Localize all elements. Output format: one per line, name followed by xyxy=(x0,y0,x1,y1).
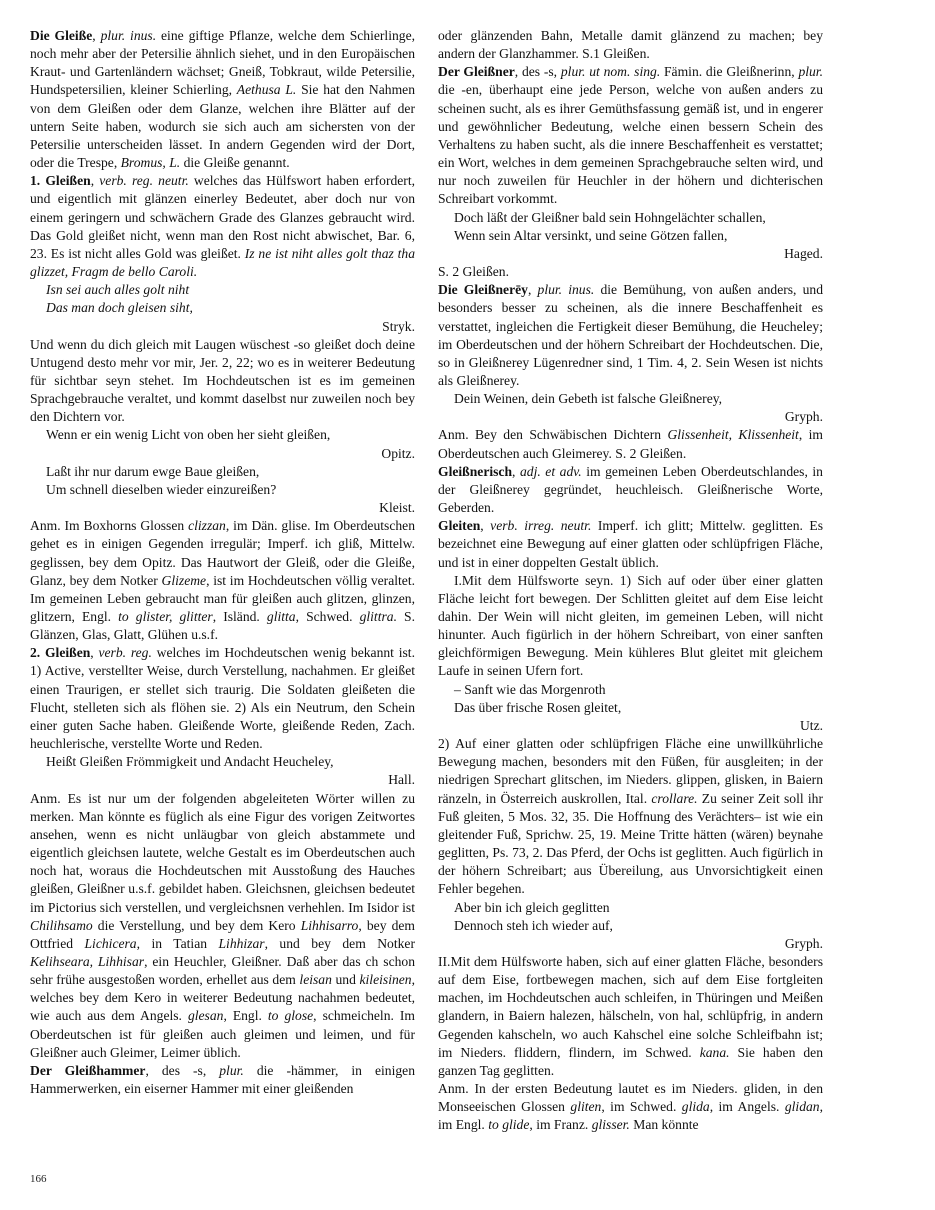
right-column xyxy=(438,27,823,1135)
author-attribution: Haged. xyxy=(784,245,823,261)
verse-line: Das über frische Rosen gleitet, xyxy=(454,699,622,715)
verse-line: Isn sei auch alles golt niht xyxy=(46,282,190,298)
left-column xyxy=(30,27,415,1098)
dictionary-paragraph: Und wenn du dich gleich mit Laugen wüschest -so gleißet doch deine Untugend desto mehr vor mir, Jer. 2, 22; wo es in weiterer Bedeutung für sichtbar seyn stehet. Im Hochdeutschen ist es im gemeinen Sprachgebrauche veraltet, und kommt daselbst nur zuweilen noch bey den Dichtern vor. xyxy=(30,336,415,425)
author-attribution: Stryk. xyxy=(382,318,415,334)
dictionary-paragraph: I.Mit dem Hülfsworte seyn. 1) Sich auf oder über einer glatten Fläche leicht fort bewegen. Der Schlitten gleitet auf dem Eise leicht dahin. Der Wein will nicht gleiten, im gemeinen Leben, will nicht hinunter. Auch figürlich in der höhern Schreibart, von einer sanften gleichförmigen Bewegung. Mein kühleres Blut gleitet mit gleichem Laufe in seinen Ufern fort. xyxy=(438,572,823,679)
dictionary-paragraph: Anm. Bey den Schwäbischen Dichtern Glissenheit, Klissenheit, im Oberdeutschen auch Gleimerey. S. 2 Gleißen. xyxy=(438,427,823,461)
author-attribution: Kleist. xyxy=(379,500,415,516)
dictionary-paragraph: Der Gleißhammer, des -s, plur. die -hämmer, in einigen Hammerwerken, ein eiserner Hammer mit einer gleißenden xyxy=(30,1062,415,1097)
dictionary-paragraph: Anm. In der ersten Bedeutung lautet es im Nieders. gliden, in den Monseeischen Glossen gliten, im Schwed. glida, im Angels. glidan, im Engl. to glide, im Franz. glisser. Man könnte xyxy=(438,1081,823,1133)
dictionary-paragraph: oder glänzenden Bahn, Metalle damit glänzend zu machen; bey andern der Glanzhammer. S.1 Gleißen. xyxy=(438,28,823,62)
dictionary-paragraph: Anm. Im Boxhorns Glossen clizzan, im Dän. glise. Im Oberdeutschen gehet es in einigen Gegenden irregulär; Imperf. ich gliß, Mittelw. geglissen, bey dem Opitz. Das Hautwort der Gleiß, oder die Gleiße, Glanz, bey dem Notker Glizeme, ist im Hochdeutschen völlig veraltet. Im gemeinen Leben gebraucht man für gleißen auch glitzen, glinzen, glitzern, Engl. to glister, glitter, Isländ. glitta, Schwed. glittra. S. Glänzen, Glas, Glatt, Glühen u.s.f. xyxy=(30,518,415,643)
author-attribution: Gryph. xyxy=(784,935,823,951)
verse-line: Um schnell dieselben wieder einzureißen? xyxy=(46,481,277,497)
verse-line: Dennoch steh ich wieder auf, xyxy=(454,917,613,933)
dictionary-paragraph: Der Gleißner, des -s, plur. ut nom. sing. Fämin. die Gleißnerinn, plur. die -en, überhaupt eine jede Person, welche von außen anders zu scheinen sucht, als es ihrer Gemüthsfassung gemäß ist, und in engerer und gewöhnlicher Bedeutung, welche einen bessern Schein des Verhaltens zu haben sucht, als die innere Beschaffenheit es verstattet; ein Wort, welches in dem gemeinen Sprachgebrauche selten wird, und nur noch zuweilen für Heuchler in der höhern und dichterischen Schreibart vorkommt. xyxy=(438,64,823,207)
verse-line: – Sanft wie das Morgenroth xyxy=(454,681,606,697)
verse-line: Wenn sein Altar versinkt, und seine Götzen fallen, xyxy=(454,227,728,243)
author-attribution: Gryph. xyxy=(784,409,823,425)
dictionary-paragraph: 2) Auf einer glatten oder schlüpfrigen Fläche eine unwillkührliche Bewegung machen, besonders mit den Füßen, für ausgleiten; in der niedrigen Sprechart glitschen, im Nieders. glippen, glisken, in Baiern ränzeln, in Österreich auskrollen, Ital. crollare. Zu seiner Zeit soll ihr Fuß gleiten, 5 Mos. 32, 35. Die Hoffnung des Verächters– ist wie ein gleitender Fuß, Sprichw. 25, 19. Meine Tritte hätten (wären) beynahe geglitten, Ps. 73, 2. Das Pferd, der Ochs ist geglitten. Auch figürlich in der höhern Schreibart; aus Übereilung, aus Unvorsichtigkeit einen Fehler begehen. xyxy=(438,736,823,897)
author-attribution: Utz. xyxy=(799,717,823,733)
dictionary-paragraph: Anm. Es ist nur um der folgenden abgeleiteten Wörter willen zu merken. Man könnte es füglich als eine Figur des vorigen Zeitwortes ansehen, wenn es nicht unläugbar von gleich abstammete und eigentlich gleichsen lautete, welche Gestalt es im Oberdeutschen auch noch hat, woraus die Hochdeutschen mit Ausstoßung des Hauches gleißen, Gleißner u.s.f. gebildet haben. Gleichsnen, gleichsen bedeutet im Pictorius sich verstellen, und vergleichsnen verhehlen. Im Isidor ist Chilihsamo die Verstellung, und bey dem Kero Lihhisarro, bey dem Ottfried Lichicera, in Tatian Lihhizar, und bey dem Notker Kelihseara, Lihhisar, ein Heuchler, Gleißner. Daß aber das ch schon sehr frühe ausgestoßen worden, erhellet aus dem leisan und kileisinen, welches bey dem Kero in weiterer Bedeutung nachahmen bedeutet, wie auch aus dem Angels. glesan, Engl. to glose, schmeicheln. Im Oberdeutschen ist für gleißen auch gleimen und leimen, und für Gleißner auch Gleimer, Leimer üblich. xyxy=(30,790,415,1060)
author-attribution: Hall. xyxy=(388,772,415,788)
page-number: 166 xyxy=(30,1173,47,1185)
verse-line: Doch läßt der Gleißner bald sein Hohngelächter schallen, xyxy=(454,209,766,225)
dictionary-paragraph: 2. Gleißen, verb. reg. welches im Hochdeutschen wenig bekannt ist. 1) Active, verstellter Weise, durch Verstellung, nachahmen. Er gleißet einen Traurigen, er stellet sich traurig. Die Soldaten gleißeten die Flucht, stelleten sich als flöhen sie. 2) Als ein Neutrum, den Schein einer guten Sache haben. Gleißende Worte, gleißende Reden, Zach. heuchlerische, verstellte Worte und Reden. xyxy=(30,645,415,752)
dictionary-paragraph: Die Gleißnerēy, plur. inus. die Bemühung, von außen anders, und besonders besser zu scheinen, als die innere Beschaffenheit es verstattet, ingleichen die Fertigkeit dieser Bemühung, die Heucheley; im Oberdeutschen und der höhern Schreibart der Hochdeutschen. Die, so in Gleißnerey Lügenredner sind, 1 Tim. 4, 2. Sein Wesen ist nichts als Gleißnerey. xyxy=(438,282,823,388)
dictionary-paragraph: II.Mit dem Hülfsworte haben, sich auf einer glatten Fläche, besonders auf dem Eise, fortbewegen machen, sich auf dem Eise fortgleiten machen, im Hochdeutschen auch schleifen, in Thüringen und Meißen glandern, in Baiern halezen, hälscheln, von hal, schlüpfrig, in andern Gegenden kahscheln, wo auch Kahschel eine solche Schleifbahn ist; im Nieders. fliddern, flindern, im Schwed. kana. Sie haben den ganzen Tag geglitten. xyxy=(438,953,823,1078)
dictionary-paragraph: Gleiten, verb. irreg. neutr. Imperf. ich glitt; Mittelw. geglitten. Es bezeichnet eine Bewegung auf einer glatten oder schlüpfrigen Fläche, und ist in einer doppelten Gestalt üblich. xyxy=(438,518,823,570)
dictionary-paragraph: 1. Gleißen, verb. reg. neutr. welches das Hülfswort haben erfordert, und eigentlich mit glänzen einerley Bedeutet, aber doch nur von einem geringern und schwächern Grade des Glanzes gebraucht wird. Das Gold gleißet nicht, wenn man den Rost nicht abwischet, Bar. 6, 23. Es ist nicht alles Gold was gleißet. Iz ne ist niht alles golt thaz tha glizzet, Fragm de bello Caroli. xyxy=(30,173,416,280)
verse-line: Das man doch gleisen siht, xyxy=(46,300,193,316)
dictionary-paragraph: Gleißnerisch, adj. et adv. im gemeinen Leben Oberdeutschlandes, in der Gleißnerey gegründet, heuchleisch. Gleißnerische Worte, Geberden. xyxy=(438,463,823,516)
dictionary-paragraph: Die Gleiße, plur. inus. eine giftige Pflanze, welche dem Schierlinge, noch mehr aber der Petersilie ähnlich siehet, und in den Europäischen Kraut- und Gartenländern wächset; Gneiß, Tobkraut, wilde Petersilie, Hundspetersilien, kleiner Schierling, Aethusa L. Sie hat den Nahmen von dem Gleißen oder dem Glanze, welchen ihre Blätter auf der untern Seite haben, wodurch sie sich auch am sichersten von der Petersilie unterscheiden lässet. In andern Gegenden wird der Dort, oder die Trespe, Bromus, L. die Gleiße genannt. xyxy=(30,28,416,171)
author-attribution: Opitz. xyxy=(381,445,415,461)
verse-line: Dein Weinen, dein Gebeth ist falsche Gleißnerey, xyxy=(454,391,723,407)
dictionary-paragraph: S. 2 Gleißen. xyxy=(438,264,509,280)
verse-line: Laßt ihr nur darum ewge Baue gleißen, xyxy=(46,463,260,479)
verse-line: Heißt Gleißen Frömmigkeit und Andacht Heucheley, xyxy=(46,754,334,770)
verse-line: Aber bin ich gleich geglitten xyxy=(454,899,610,915)
verse-line: Wenn er ein wenig Licht von oben her sieht gleißen, xyxy=(46,427,331,443)
